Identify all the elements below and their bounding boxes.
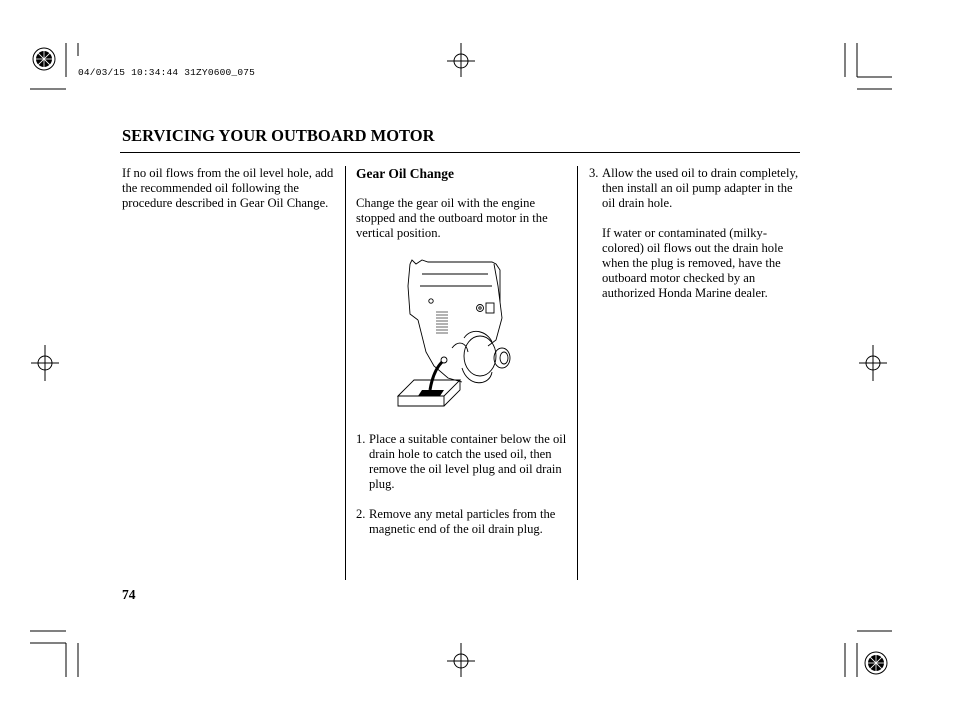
step-2	[356, 507, 570, 537]
section-title: SERVICING YOUR OUTBOARD MOTOR	[122, 126, 435, 145]
step-2-text: Remove any metal particles from the magnetic end of the oil drain plug.	[369, 507, 556, 536]
step-2-number: 2.	[356, 507, 366, 521]
gear-oil-drain-illustration	[392, 256, 522, 414]
step-1-number: 1.	[356, 432, 366, 446]
step-3-number: 3.	[589, 166, 599, 180]
contaminated-oil-note: If water or contaminated (milky-colored) oil flows out the drain hole when the plug is removed, have the outboard motor checked by an authorized Honda Marine dealer.	[602, 226, 784, 300]
column-divider-2	[577, 166, 578, 580]
gear-oil-change-heading: Gear Oil Change	[356, 166, 455, 181]
step-1	[356, 432, 570, 492]
no-oil-flow-paragraph: If no oil flows from the oil level hole, add the recommended oil following the procedure described in Gear Oil Change.	[122, 166, 334, 210]
page-number: 74	[122, 587, 136, 602]
print-job-id: 04/03/15 10:34:44 31ZY0600_075	[78, 67, 256, 78]
column-2	[356, 166, 570, 241]
column-divider-1	[345, 166, 346, 580]
gear-oil-intro: Change the gear oil with the engine stopped and the outboard motor in the vertical position.	[356, 196, 548, 240]
column-3	[589, 166, 799, 301]
step-3-text: Allow the used oil to drain completely, then install an oil pump adapter in the oil drain hole.	[602, 166, 799, 210]
step-1-text: Place a suitable container below the oil drain hole to catch the used oil, then remove the oil level plug and oil drain plug.	[369, 432, 567, 491]
header-rule	[120, 152, 800, 153]
step-3	[589, 166, 799, 211]
column-1	[122, 166, 340, 211]
column-2-steps	[356, 432, 570, 537]
